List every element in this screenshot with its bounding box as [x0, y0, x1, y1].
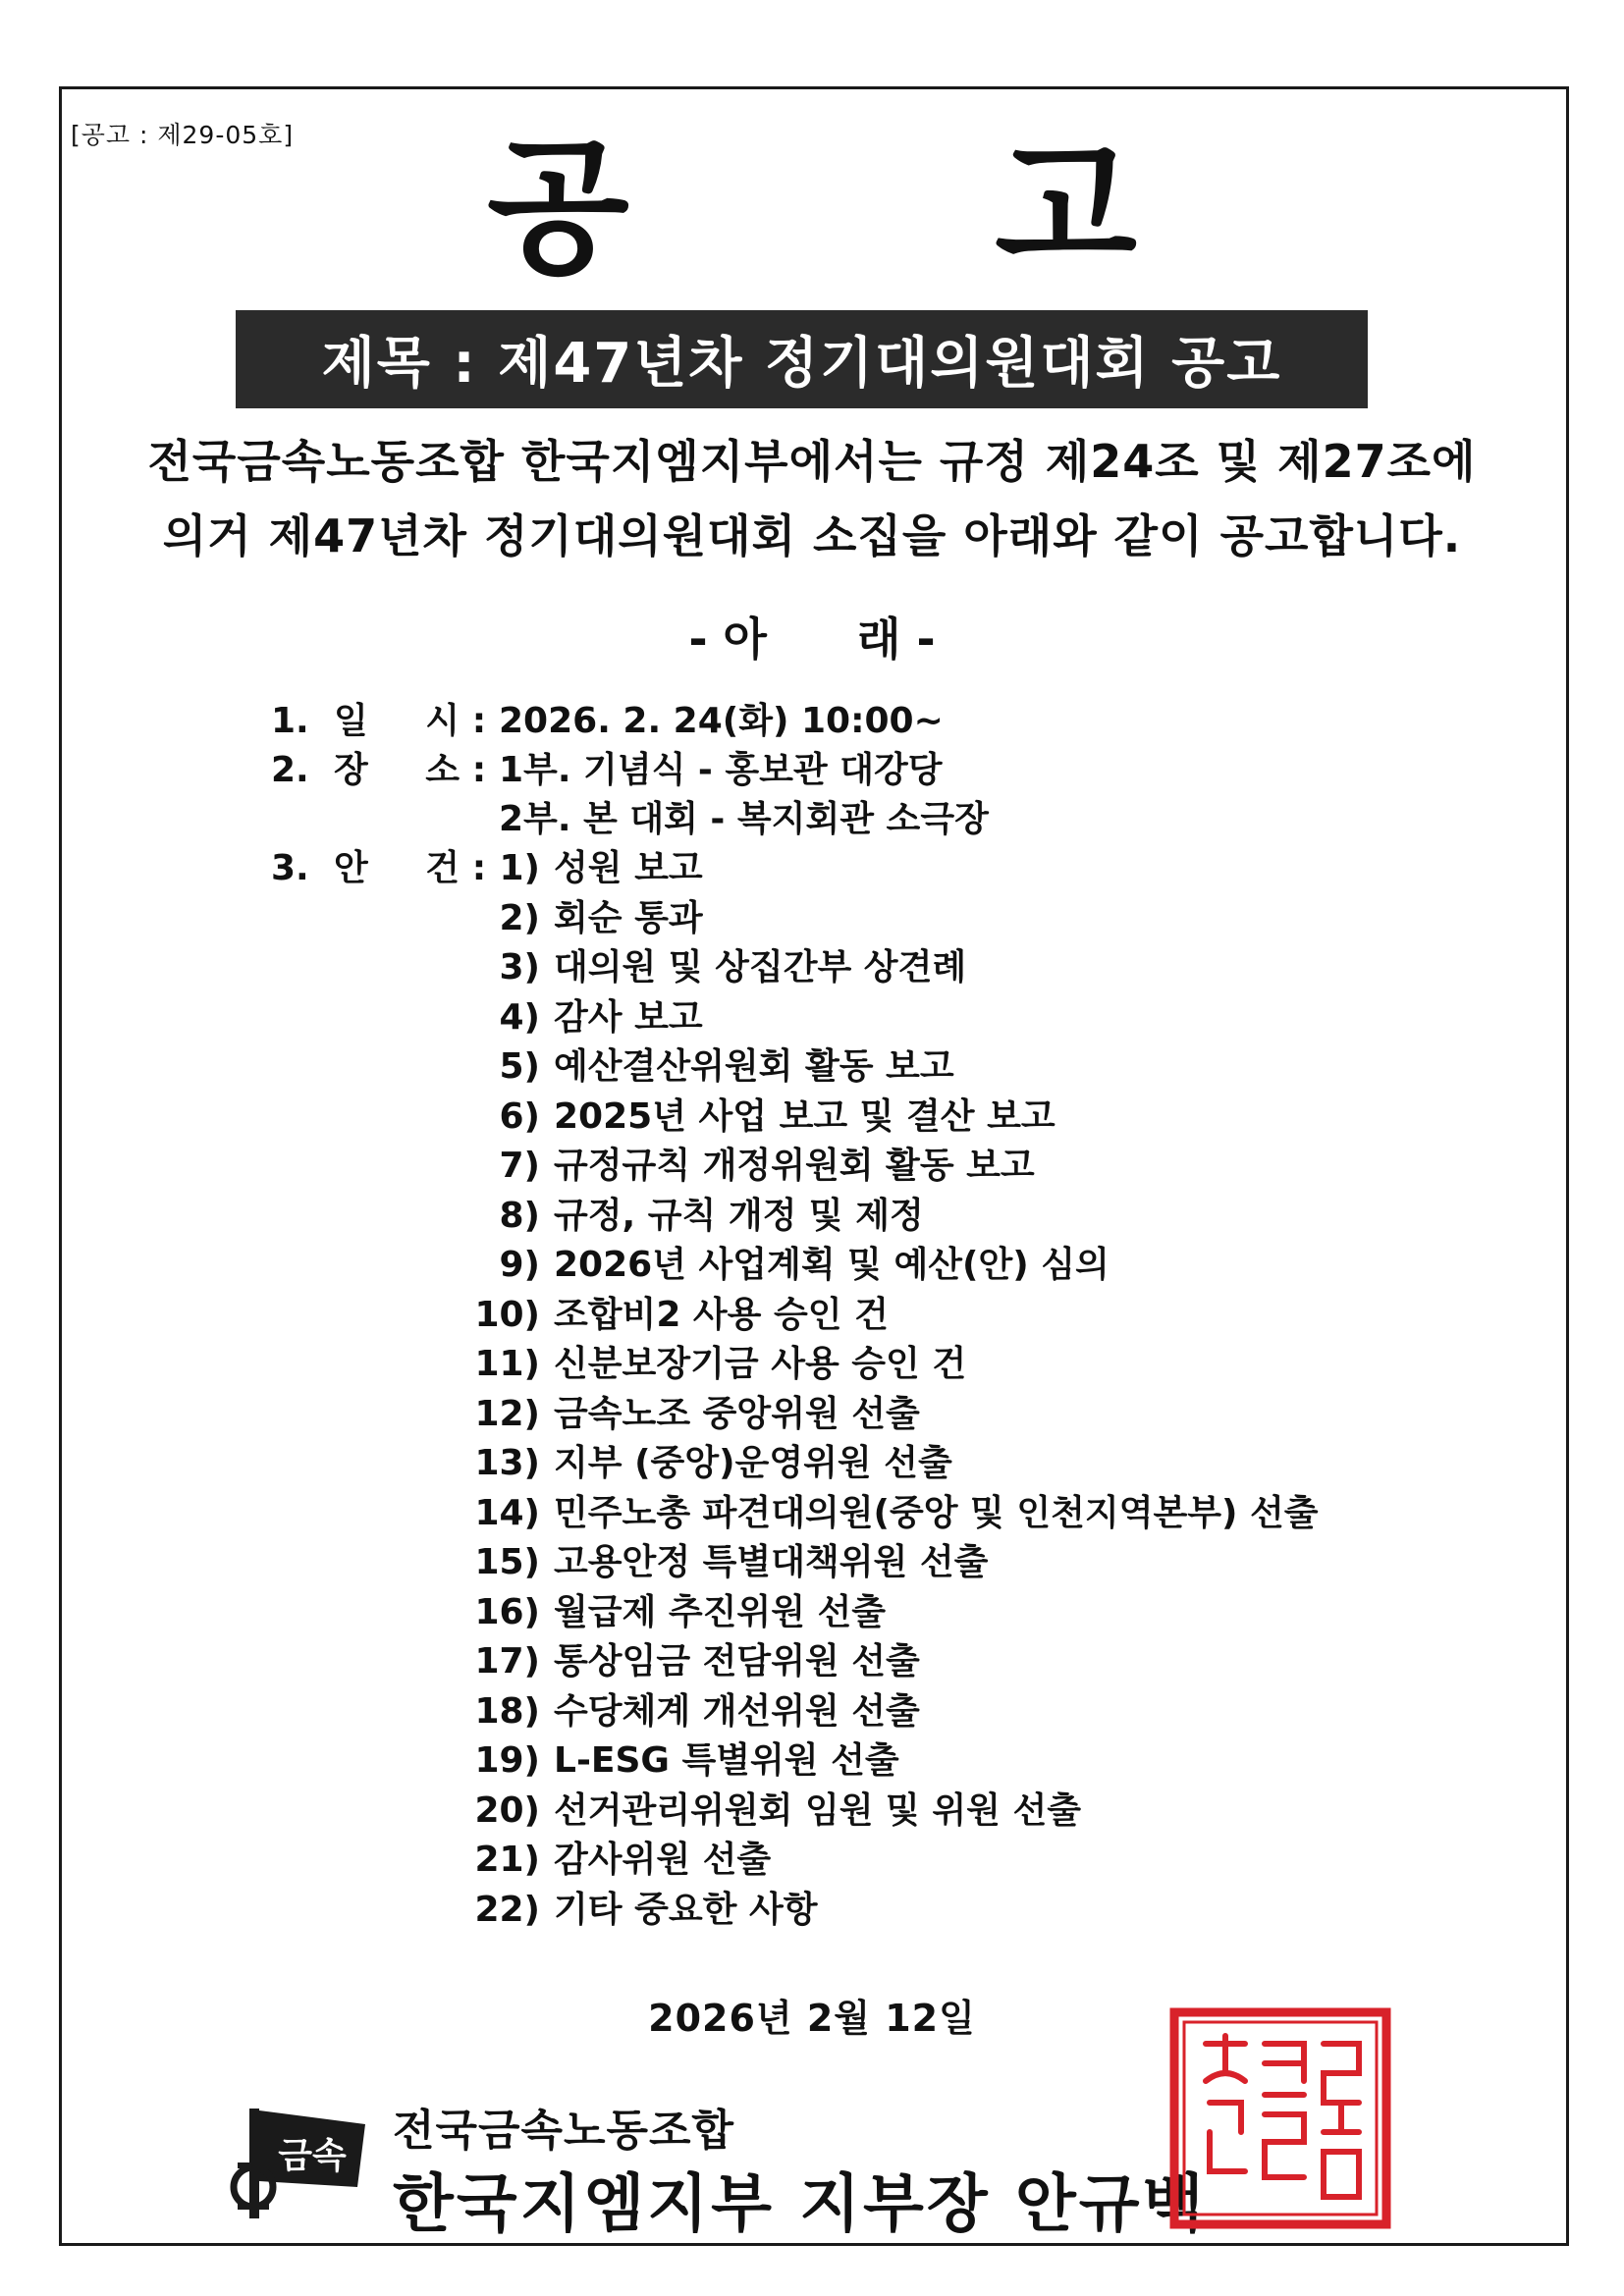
agenda-item-text: 지부 (중앙)운영위원 선출 — [554, 1443, 952, 1483]
agenda-item-number: 14) — [474, 1492, 540, 1533]
datetime-value: 2026. 2. 24(화) 10:00~ — [499, 701, 944, 741]
agenda-item-text: 민주노총 파견대의원(중앙 및 인천지역본부) 선출 — [554, 1492, 1319, 1533]
agenda-item-number: 16) — [474, 1591, 540, 1632]
agenda-item — [461, 1787, 1319, 1837]
agenda-item-text: 수당체계 개선위원 선출 — [554, 1690, 920, 1732]
datetime-row — [271, 697, 989, 746]
agenda-item-number: 5) — [499, 1046, 540, 1087]
agenda-item-text: 성원 보고 — [554, 848, 703, 888]
agenda-item-text: 예산결산위원회 활동 보고 — [554, 1046, 954, 1087]
agenda-item — [461, 1192, 1319, 1242]
below-heading: - 아 래 - — [688, 613, 936, 666]
notice-number: [공고 : 제29-05호] — [71, 121, 295, 149]
agenda-item-number: 8) — [499, 1195, 540, 1236]
agenda-item-text: 감사위원 선출 — [554, 1840, 772, 1880]
agenda-item-number: 18) — [474, 1690, 540, 1732]
agenda-item — [461, 1489, 1319, 1539]
page-title: 공 고 — [486, 124, 1295, 294]
agenda-item-number: 7) — [499, 1146, 540, 1186]
label-char: 일 — [334, 701, 368, 741]
agenda-item-text: 신분보장기금 사용 승인 건 — [554, 1344, 967, 1384]
item-number: 3. — [271, 848, 309, 888]
agenda-item-number: 22) — [474, 1889, 540, 1930]
agenda-item-text: 규정규칙 개정위원회 활동 보고 — [554, 1146, 1035, 1186]
colon: : — [471, 848, 487, 888]
label-char: 장 — [334, 750, 368, 790]
agenda-item — [461, 943, 1319, 993]
intro-line-1: 전국금속노동조합 한국지엠지부에서는 규정 제24조 및 제27조에 — [147, 435, 1477, 488]
place-value-2: 2부. 본 대회 - 복지회관 소극장 — [499, 799, 989, 839]
item-label — [334, 697, 460, 746]
org-name: 전국금속노동조합 — [393, 2106, 735, 2156]
agenda-item-number: 10) — [474, 1294, 540, 1335]
subject-banner — [236, 310, 1368, 408]
agenda-item — [461, 1687, 1319, 1737]
label-char: 시 — [425, 701, 460, 741]
agenda-item — [461, 844, 1319, 894]
agenda-item-text: 규정, 규칙 개정 및 제정 — [554, 1195, 924, 1236]
subject-text: 제목 : 제47년차 정기대의원대회 공고 — [321, 332, 1282, 396]
official-seal-icon — [1166, 2004, 1394, 2232]
agenda-item-text: 고용안정 특별대책위원 선출 — [554, 1542, 989, 1582]
agenda-item-number: 13) — [474, 1443, 540, 1483]
agenda-item — [461, 1291, 1319, 1341]
agenda-item — [461, 1736, 1319, 1787]
agenda-item — [461, 1439, 1319, 1489]
agenda-item-text: 조합비2 사용 승인 건 — [554, 1294, 889, 1335]
agenda-item-text: 2025년 사업 보고 및 결산 보고 — [554, 1095, 1056, 1137]
place-row-2 — [271, 795, 989, 844]
item-label — [334, 844, 460, 893]
place-row — [271, 746, 989, 795]
agenda-item-number: 21) — [474, 1840, 540, 1880]
agenda-item-text: 기타 중요한 사항 — [554, 1889, 818, 1930]
agenda-item-text: 2026년 사업계획 및 예산(안) 심의 — [554, 1245, 1110, 1285]
agenda-item-number: 6) — [499, 1095, 540, 1137]
agenda-item-number: 15) — [474, 1542, 540, 1582]
colon: : — [471, 701, 487, 741]
agenda-list — [461, 844, 1319, 1935]
agenda-item — [461, 1042, 1319, 1093]
agenda-item-text: L-ESG 특별위원 선출 — [554, 1740, 899, 1781]
agenda-item-text: 선거관리위원회 임원 및 위원 선출 — [554, 1789, 1081, 1831]
place-value-1: 1부. 기념식 - 홍보관 대강당 — [499, 750, 943, 790]
agenda-item — [461, 1390, 1319, 1440]
intro-paragraph — [93, 424, 1531, 573]
agenda-item-number: 4) — [499, 996, 540, 1038]
item-number: 2. — [271, 750, 309, 790]
agenda-item — [461, 1637, 1319, 1687]
agenda-item-number: 19) — [474, 1740, 540, 1781]
agenda-item — [461, 1340, 1319, 1390]
item-label — [334, 746, 460, 795]
agenda-item-number: 12) — [474, 1393, 540, 1434]
agenda-item-text: 대의원 및 상집간부 상견례 — [554, 947, 967, 988]
intro-line-2: 의거 제47년차 정기대의원대회 소집을 아래와 같이 공고합니다. — [162, 509, 1462, 562]
label-char: 안 — [334, 848, 368, 888]
item-number: 1. — [271, 701, 309, 741]
agenda-item-text: 통상임금 전담위원 선출 — [554, 1641, 920, 1682]
agenda-item — [461, 993, 1319, 1043]
agenda-item — [461, 1093, 1319, 1143]
agenda-item — [461, 1241, 1319, 1291]
agenda-item — [461, 1538, 1319, 1588]
agenda-item — [461, 1142, 1319, 1192]
agenda-item — [461, 1886, 1319, 1936]
agenda-item-text: 회순 통과 — [554, 897, 703, 938]
label-char: 건 — [425, 848, 460, 888]
agenda-item-number: 3) — [499, 947, 540, 988]
agenda-item-number: 9) — [499, 1245, 540, 1285]
colon: : — [471, 750, 487, 790]
agenda-item-text: 금속노조 중앙위원 선출 — [554, 1393, 920, 1434]
signatory: 한국지엠지부 지부장 안규백 — [393, 2168, 1207, 2241]
agenda-item-number: 20) — [474, 1789, 540, 1831]
union-flag-logo-icon — [228, 2097, 373, 2222]
agenda-item-number: 1) — [499, 848, 540, 888]
agenda-item-text: 월급제 추진위원 선출 — [554, 1591, 887, 1632]
agenda-item-number: 17) — [474, 1641, 540, 1682]
agenda-item — [461, 894, 1319, 944]
label-char: 소 — [425, 750, 460, 790]
agenda-item — [461, 1588, 1319, 1638]
agenda-item-number: 11) — [474, 1344, 540, 1384]
agenda-item — [461, 1836, 1319, 1886]
logo-text: 금속 — [278, 2136, 347, 2176]
issue-date: 2026년 2월 12일 — [648, 1997, 976, 2040]
agenda-item-number: 2) — [499, 897, 540, 938]
agenda-item-text: 감사 보고 — [554, 996, 703, 1038]
